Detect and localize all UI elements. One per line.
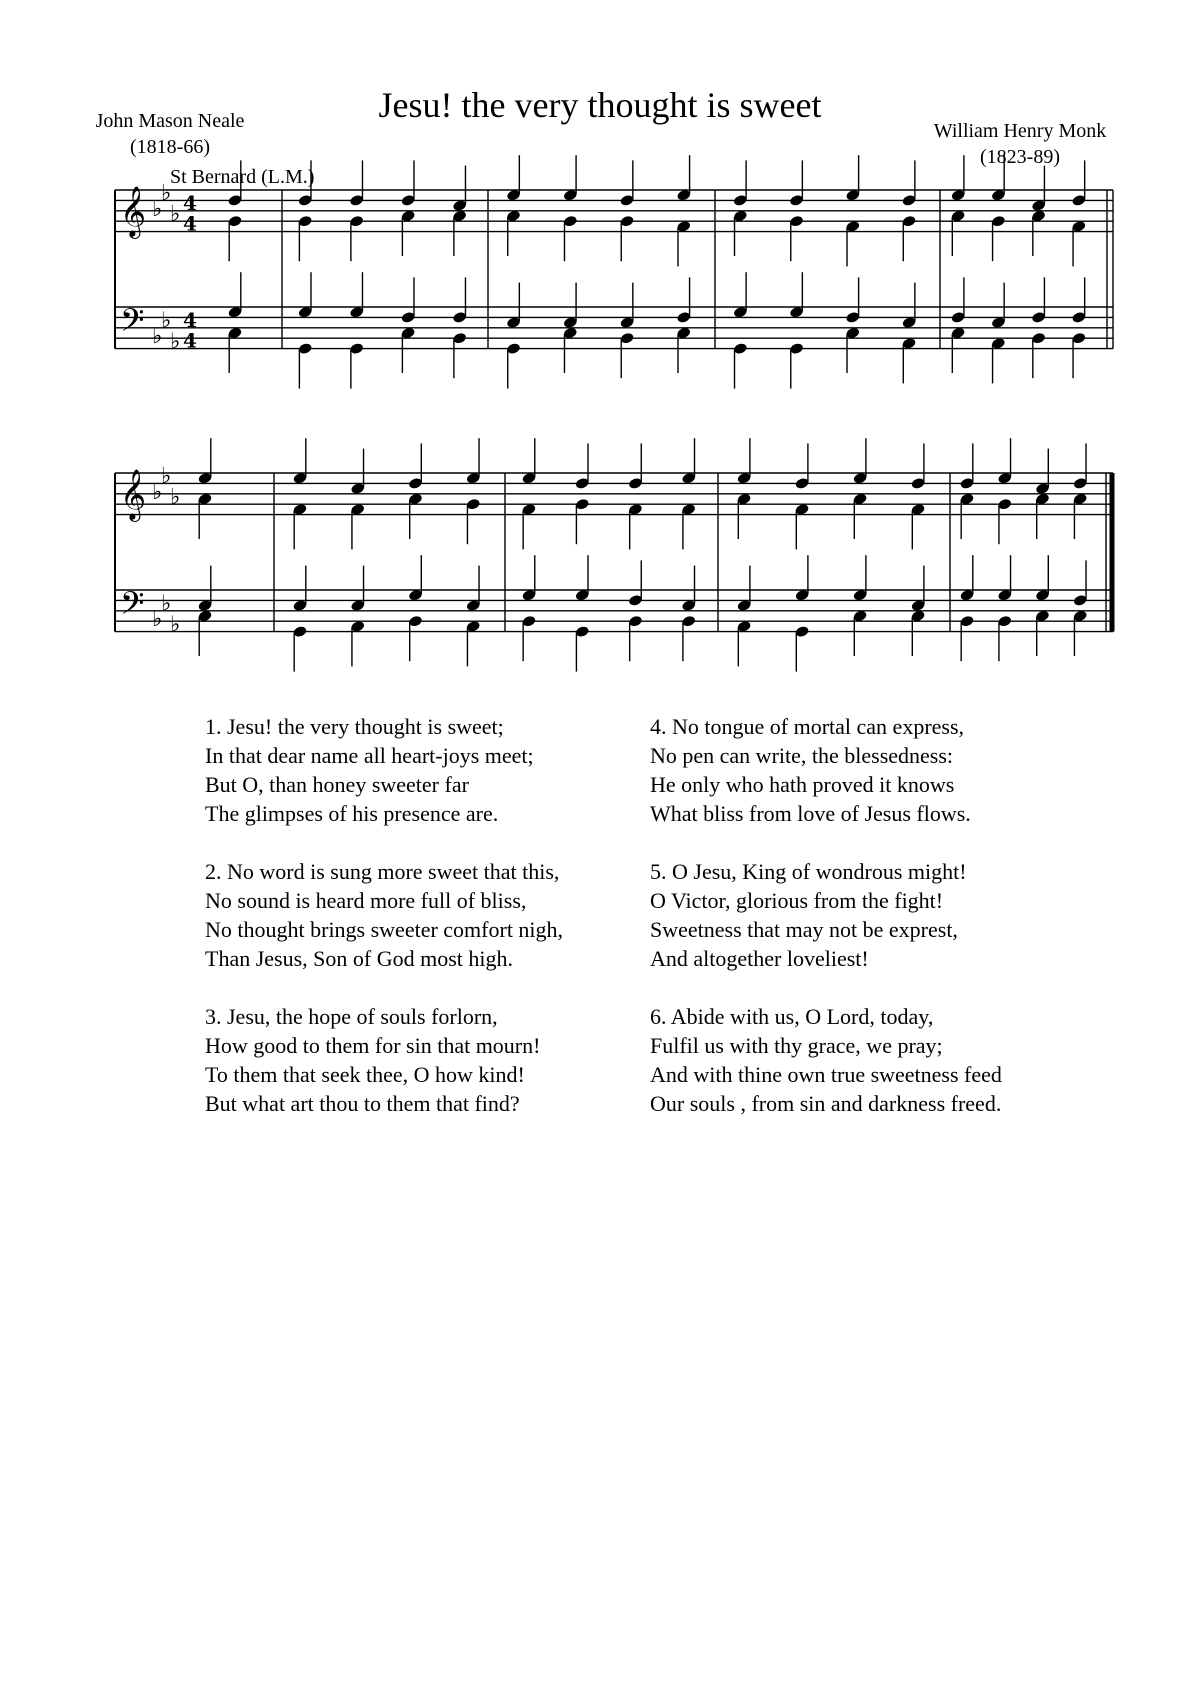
- author-name: John Mason Neale: [95, 110, 245, 132]
- verse-line: He only who hath proved it knows: [650, 772, 955, 797]
- verse-line: O Victor, glorious from the fight!: [650, 888, 944, 913]
- time-signature-numerator: 4: [183, 307, 197, 332]
- treble-clef-icon: 𝄞: [120, 469, 147, 520]
- time-signature-numerator: 4: [183, 190, 197, 215]
- tune-name: St Bernard (L.M.): [170, 166, 315, 188]
- flat-icon: ♭: [170, 485, 181, 510]
- flat-icon: ♭: [170, 329, 181, 355]
- verse-line: What bliss from love of Jesus flows.: [650, 801, 971, 826]
- flat-icon: ♭: [161, 464, 172, 490]
- verse-5: [650, 857, 1002, 973]
- verses-column-left: [205, 712, 563, 1147]
- verse-line: And with thine own true sweetness feed: [650, 1062, 1002, 1087]
- verse-line: 5. O Jesu, King of wondrous might!: [650, 859, 967, 884]
- verse-line: No pen can write, the blessedness:: [650, 743, 954, 768]
- flat-icon: ♭: [161, 181, 172, 207]
- verse-line: Fulfil us with thy grace, we pray;: [650, 1033, 943, 1058]
- flat-icon: ♭: [170, 202, 181, 227]
- flat-icon: ♭: [152, 479, 163, 505]
- treble-clef-icon: 𝄞: [120, 186, 147, 237]
- author-dates: (1818-66): [130, 136, 210, 158]
- verse-line: In that dear name all heart-joys meet;: [205, 743, 534, 768]
- bass-clef-icon: 𝄢: [120, 302, 145, 346]
- verse-line: No sound is heard more full of bliss,: [205, 888, 527, 913]
- verse-line: And altogether loveliest!: [650, 946, 869, 971]
- flat-icon: ♭: [161, 591, 172, 617]
- verse-line: 1. Jesu! the very thought is sweet;: [205, 714, 504, 739]
- bass-clef-icon: 𝄢: [120, 585, 145, 629]
- verse-line: 3. Jesu, the hope of souls forlorn,: [205, 1004, 498, 1029]
- verse-line: Sweetness that may not be exprest,: [650, 917, 958, 942]
- verse-line: Than Jesus, Son of God most high.: [205, 946, 513, 971]
- verse-3: [205, 1002, 563, 1118]
- flat-icon: ♭: [152, 324, 163, 350]
- verses-column-right: [650, 712, 1002, 1147]
- flat-icon: ♭: [170, 612, 181, 638]
- verse-6: [650, 1002, 1002, 1118]
- flat-icon: ♭: [152, 607, 163, 633]
- flat-icon: ♭: [161, 308, 172, 334]
- flat-icon: ♭: [152, 196, 163, 222]
- verse-1: [205, 712, 563, 828]
- verse-line: To them that seek thee, O how kind!: [205, 1062, 525, 1087]
- verse-line: 2. No word is sung more sweet that this,: [205, 859, 560, 884]
- verse-4: [650, 712, 1002, 828]
- verse-line: How good to them for sin that mourn!: [205, 1033, 541, 1058]
- verse-line: Our souls , from sin and darkness freed.: [650, 1091, 1002, 1116]
- verse-line: 6. Abide with us, O Lord, today,: [650, 1004, 934, 1029]
- verse-line: No thought brings sweeter comfort nigh,: [205, 917, 564, 942]
- verse-line: 4. No tongue of mortal can express,: [650, 714, 965, 739]
- verse-line: The glimpses of his presence are.: [205, 801, 499, 826]
- composer-dates: (1823-89): [980, 146, 1060, 168]
- verse-2: [205, 857, 563, 973]
- music-score: [0, 0, 1200, 700]
- composer-name: William Henry Monk: [933, 120, 1107, 142]
- verse-line: But O, than honey sweeter far: [205, 772, 469, 797]
- time-signature-denominator: 4: [183, 211, 197, 236]
- verse-line: But what art thou to them that find?: [205, 1091, 520, 1116]
- hymn-title: Jesu! the very thought is sweet: [378, 85, 822, 125]
- time-signature-denominator: 4: [183, 328, 197, 353]
